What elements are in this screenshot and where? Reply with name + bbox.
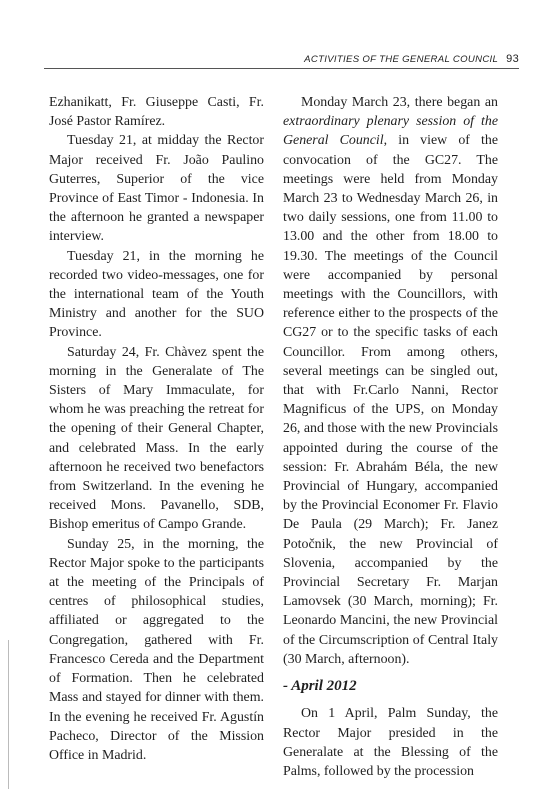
- running-header: [44, 53, 519, 69]
- paragraph: Ezhanikatt, Fr. Giuseppe Casti, Fr. José Pastor Ramírez.: [49, 95, 264, 130]
- margin-rule: [8, 640, 9, 789]
- section-heading: - April 2012: [283, 678, 357, 695]
- right-column: [283, 93, 498, 781]
- page-number: 93: [506, 53, 519, 65]
- paragraph: Tuesday 21, in the morning he recorded two video-messages, one for the international team of the Youth Ministry and another for the SUO Province.: [49, 248, 264, 341]
- paragraph: On 1 April, Palm Sunday, the Rector Major presided in the Generalate at the Blessing of the Palms, followed by the procession: [283, 706, 498, 779]
- paragraph: [283, 93, 498, 669]
- paragraph: Tuesday 21, at midday the Rector Major received Fr. João Paulino Guterres, Superior of the vice Province of East Timor - Indonesia. In the afternoon he granted a newspaper interview.: [49, 133, 264, 245]
- running-title: ACTIVITIES OF THE GENERAL COUNCIL: [304, 54, 499, 65]
- text-run: Monday March 23, there began an: [301, 95, 498, 110]
- paragraph: Saturday 24, Fr. Chàvez spent the morning in the Generalate of The Sisters of Mary Immaculate, for whom he was preaching the retreat for the opening of their General Chapter, and celebrated Mass. In the early afternoon he received two benefactors from Switzerland. In the evening he received Mons. Pavanello, SDB, Bishop emeritus of Campo Grande.: [49, 344, 264, 533]
- left-column: [49, 93, 264, 765]
- paragraph: Sunday 25, in the morning, the Rector Major spoke to the participants at the meeting of the Principals of centres of philosophical studies, affiliated or aggregated to the Congregation, gathered with Fr. Francesco Cereda and the Department of Formation. Then he celebrated Mass and stayed for dinner with them. In the evening he received Fr. Agustín Pacheco, Director of the Mission Office in Madrid.: [49, 536, 264, 763]
- text-run: , in view of the convocation of the GC27. The meetings were held from Monday March 23 to Wednesday March 26, in two daily sessions, one from 11.00 to 13.00 and the other from 18.00 to 19.30. The meetings of the Council were accompanied by personal meetings with the Councillors, with reference either to the prospects of the CG27 or to the specific tasks of each Councillor. From among others, several meetings can be singled out, that with Fr.Carlo Nanni, Rector Magnificus of the UPS, on Monday 26, and those with the new Provincials appointed during the course of the session: Fr. Abrahám Béla, the new Provincial of Hungary, accompanied by the Provincial Economer Fr. Flavio De Paula (29 March); Fr. Janez Potočnik, the new Provincial of Slovenia, accompanied by the Provincial Secretary Fr. Marjan Lamovsek (30 March, morning); Fr. Leonardo Mancini, the new Provincial of the Circumscription of Central Italy (30 March, afternoon).: [283, 133, 498, 667]
- italic-text: extraordinary plenary session of the General Council: [283, 114, 498, 149]
